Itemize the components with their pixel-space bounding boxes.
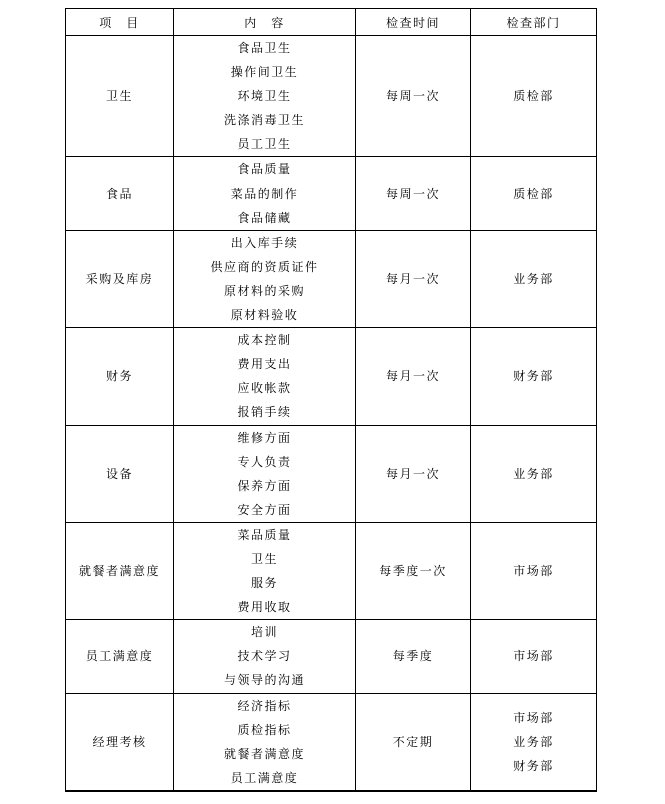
cell-line: 费用支出 bbox=[237, 357, 292, 372]
cell-line: 采购及库房 bbox=[85, 271, 154, 286]
cell-line: 洗涤消毒卫生 bbox=[223, 113, 305, 128]
cell-line: 食品卫生 bbox=[237, 41, 292, 55]
department-cell bbox=[471, 36, 597, 157]
cell-line: 员工卫生 bbox=[237, 137, 292, 152]
department-cell bbox=[471, 522, 597, 619]
cell-line: 操作间卫生 bbox=[230, 65, 299, 80]
cell-line: 每周一次 bbox=[385, 89, 440, 104]
cell-line: 维修方面 bbox=[237, 430, 292, 445]
content-cell bbox=[174, 425, 356, 522]
cell-line: 市场部 bbox=[513, 564, 554, 579]
content-cell bbox=[174, 157, 356, 230]
cell-line: 与领导的沟通 bbox=[223, 673, 305, 688]
table-row bbox=[66, 328, 597, 425]
time-cell bbox=[356, 157, 471, 230]
cell-line: 每季度一次 bbox=[379, 564, 447, 579]
cell-line: 供应商的资质证件 bbox=[210, 259, 319, 274]
item-cell bbox=[66, 620, 174, 693]
content-cell bbox=[174, 328, 356, 425]
header-content: 内 容 bbox=[174, 9, 356, 36]
cell-line: 服务 bbox=[250, 576, 278, 591]
content-cell bbox=[174, 693, 356, 791]
item-cell bbox=[66, 230, 174, 327]
content-cell bbox=[174, 522, 356, 619]
cell-line: 就餐者满意度 bbox=[223, 746, 305, 761]
table-row bbox=[66, 36, 597, 157]
header-row bbox=[66, 9, 597, 36]
header-time: 检查时间 bbox=[356, 9, 471, 36]
cell-line: 业务部 bbox=[513, 734, 554, 749]
cell-line: 设备 bbox=[105, 466, 133, 481]
cell-line: 食品质量 bbox=[237, 162, 292, 177]
time-cell bbox=[356, 328, 471, 425]
cell-line: 菜品质量 bbox=[237, 527, 292, 542]
table-row bbox=[66, 425, 597, 522]
cell-line: 每月一次 bbox=[385, 369, 440, 384]
cell-line: 就餐者满意度 bbox=[78, 564, 160, 579]
cell-line: 业务部 bbox=[513, 271, 554, 286]
department-cell bbox=[471, 157, 597, 230]
cell-line: 原材料验收 bbox=[230, 308, 299, 323]
department-cell bbox=[471, 328, 597, 425]
time-cell bbox=[356, 522, 471, 619]
cell-line: 报销手续 bbox=[237, 405, 292, 420]
cell-line: 市场部 bbox=[513, 649, 554, 664]
table-row bbox=[66, 522, 597, 619]
department-cell bbox=[471, 425, 597, 522]
cell-line: 菜品的制作 bbox=[230, 186, 299, 201]
cell-line: 保养方面 bbox=[237, 478, 292, 493]
inspection-schedule-table bbox=[65, 8, 597, 792]
item-cell bbox=[66, 522, 174, 619]
table-row bbox=[66, 157, 597, 230]
table-row bbox=[66, 693, 597, 791]
cell-line: 原材料的采购 bbox=[223, 283, 305, 298]
cell-line: 质检部 bbox=[513, 186, 554, 201]
cell-line: 卫生 bbox=[250, 551, 278, 566]
item-cell bbox=[66, 36, 174, 157]
item-cell bbox=[66, 693, 174, 791]
cell-line: 不定期 bbox=[392, 734, 434, 749]
time-cell bbox=[356, 620, 471, 693]
cell-line: 质检指标 bbox=[237, 722, 292, 737]
item-cell bbox=[66, 328, 174, 425]
content-cell bbox=[174, 36, 356, 157]
header-item: 项 目 bbox=[66, 9, 174, 36]
time-cell bbox=[356, 230, 471, 327]
cell-line: 费用收取 bbox=[237, 600, 292, 615]
time-cell bbox=[356, 425, 471, 522]
cell-line: 员工满意度 bbox=[85, 649, 154, 664]
cell-line: 专人负责 bbox=[237, 454, 292, 469]
item-cell bbox=[66, 425, 174, 522]
cell-line: 市场部 bbox=[513, 710, 554, 725]
cell-line: 每季度 bbox=[392, 649, 434, 664]
cell-line: 财务部 bbox=[513, 369, 554, 384]
department-cell bbox=[471, 693, 597, 791]
cell-line: 安全方面 bbox=[237, 502, 292, 517]
cell-line: 员工满意度 bbox=[230, 770, 299, 785]
header-department: 检查部门 bbox=[471, 9, 597, 36]
cell-line: 应收帐款 bbox=[237, 381, 292, 396]
cell-line: 质检部 bbox=[513, 89, 554, 104]
cell-line: 食品 bbox=[105, 186, 133, 201]
cell-line: 每月一次 bbox=[385, 466, 440, 481]
department-cell bbox=[471, 620, 597, 693]
cell-line: 卫生 bbox=[105, 89, 133, 104]
cell-line: 经济指标 bbox=[237, 698, 292, 713]
cell-line: 成本控制 bbox=[237, 333, 292, 348]
cell-line: 出入库手续 bbox=[230, 235, 299, 250]
table-row bbox=[66, 620, 597, 693]
cell-line: 技术学习 bbox=[237, 649, 292, 664]
time-cell bbox=[356, 693, 471, 791]
cell-line: 财务 bbox=[105, 369, 133, 384]
cell-line: 财务部 bbox=[513, 758, 554, 773]
cell-line: 业务部 bbox=[513, 466, 554, 481]
item-cell bbox=[66, 157, 174, 230]
content-cell bbox=[174, 230, 356, 327]
table-row bbox=[66, 230, 597, 327]
cell-line: 食品储藏 bbox=[237, 210, 292, 225]
cell-line: 环境卫生 bbox=[237, 89, 292, 104]
cell-line: 经理考核 bbox=[92, 734, 147, 749]
cell-line: 培训 bbox=[250, 625, 278, 640]
cell-line: 每周一次 bbox=[385, 186, 440, 201]
cell-line: 每月一次 bbox=[385, 271, 440, 286]
content-cell bbox=[174, 620, 356, 693]
department-cell bbox=[471, 230, 597, 327]
time-cell bbox=[356, 36, 471, 157]
